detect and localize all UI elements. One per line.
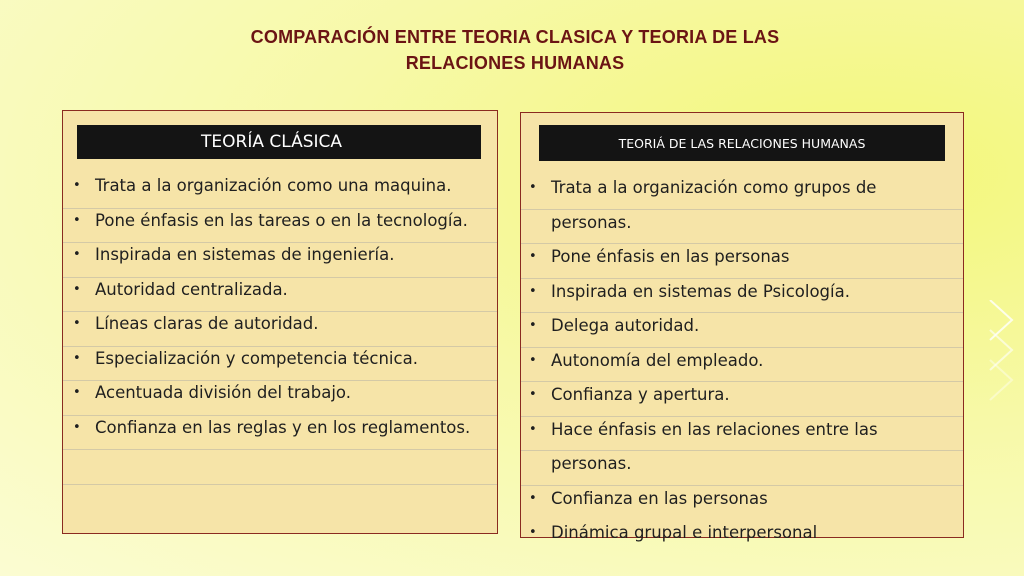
human-relations-panel <box>520 112 964 542</box>
list-item: • Líneas claras de autoridad. <box>73 307 483 342</box>
classic-theory-list <box>73 169 483 445</box>
list-item: • Confianza en las personas <box>529 482 949 517</box>
list-item: • Trata a la organización como una maquina. <box>73 169 483 204</box>
list-item: • Inspirada en sistemas de ingeniería. <box>73 238 483 273</box>
list-item: • Acentuada división del trabajo. <box>73 376 483 411</box>
classic-theory-header: TEORÍA CLÁSICA <box>77 125 481 159</box>
list-item: • Hace énfasis en las relaciones entre las personas. <box>529 413 949 482</box>
slide-title: COMPARACIÓN ENTRE TEORIA CLASICA Y TEORIA DE LAS RELACIONES HUMANAS <box>250 27 780 73</box>
decorative-chevrons <box>986 300 1016 440</box>
list-item: • Autoridad centralizada. <box>73 273 483 308</box>
list-item: • Pone énfasis en las tareas o en la tecnología. <box>73 204 483 239</box>
list-item: • Pone énfasis en las personas <box>529 240 949 275</box>
list-item: • Confianza y apertura. <box>529 378 949 413</box>
classic-theory-panel <box>62 110 498 534</box>
list-item: • Autonomía del empleado. <box>529 344 949 379</box>
list-item: • Confianza en las reglas y en los reglamentos. <box>73 411 483 446</box>
list-item: • Delega autoridad. <box>529 309 949 344</box>
human-relations-list <box>529 171 949 551</box>
list-item: • Dinámica grupal e interpersonal <box>529 516 949 551</box>
human-relations-header: TEORIÁ DE LAS RELACIONES HUMANAS <box>539 125 945 161</box>
list-item: • Trata a la organización como grupos de personas. <box>529 171 949 240</box>
list-item: • Inspirada en sistemas de Psicología. <box>529 275 949 310</box>
list-item: • Especialización y competencia técnica. <box>73 342 483 377</box>
